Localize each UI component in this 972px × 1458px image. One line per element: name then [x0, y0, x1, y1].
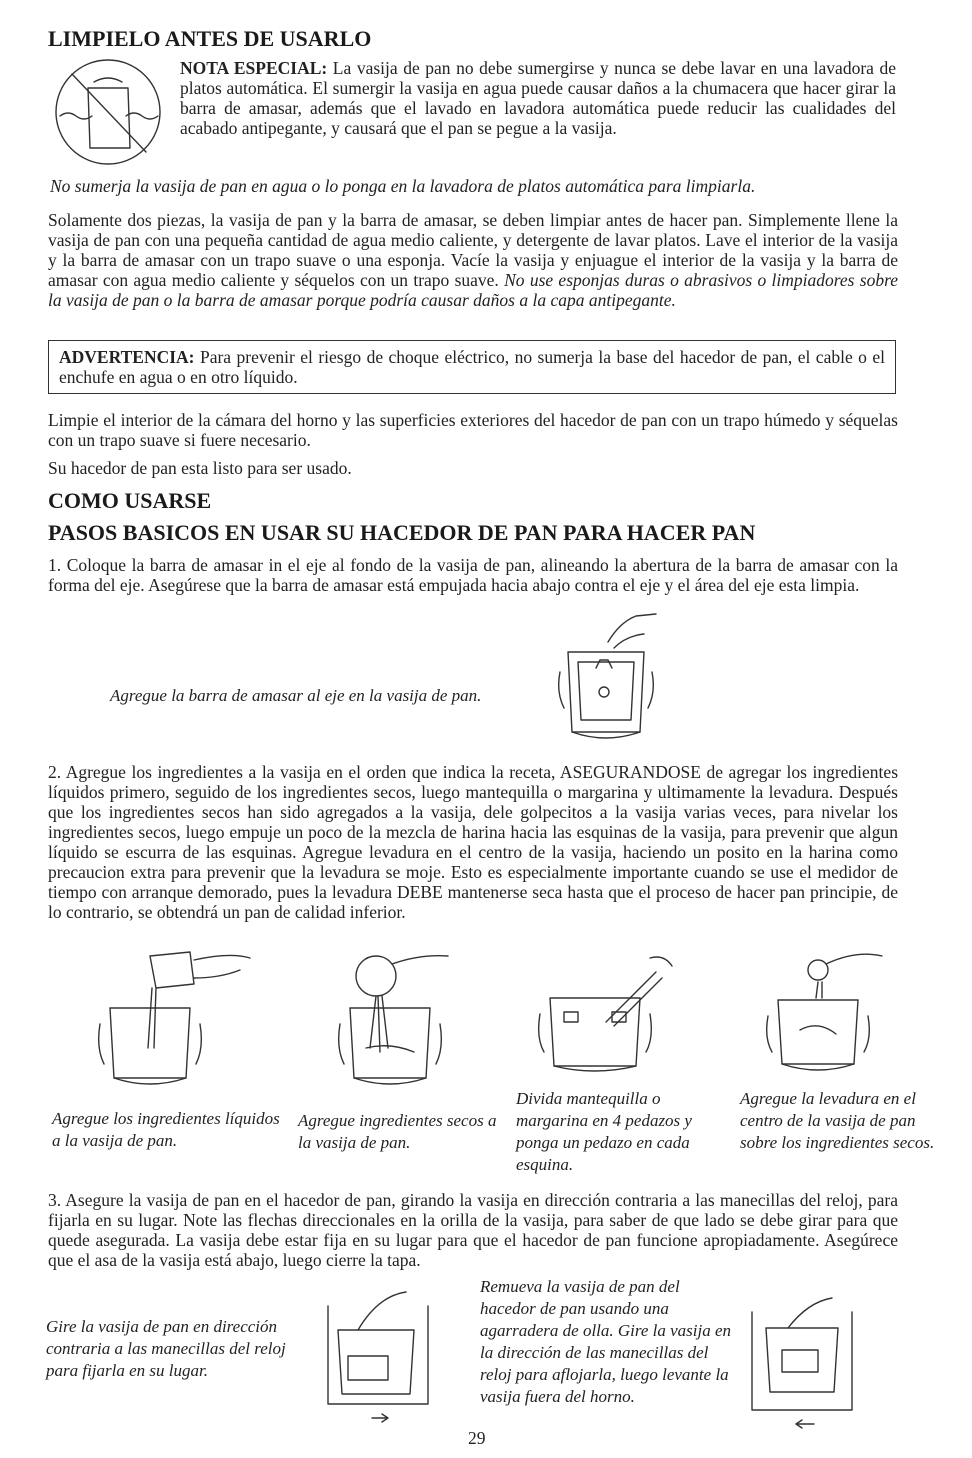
- cleaning-text: Solamente dos piezas, la vasija de pan y la barra de amasar, se deben limpiar antes de hacer pan. Simplemente llene la vasija de pan con una pequeña cantidad de agua medio caliente, y detergente de lavar platos. Lave el interior de la vasija y la barra de amasar con un trapo suave o una esponja. Vacíe la vasija y enjuague el interior de la vasija y la barra de amasar con agua medio caliente y séquelos con un trapo suave.: [48, 210, 898, 290]
- caption-butter: Divida mantequilla o margarina en 4 pedazos y ponga un pedazo en cada esquina.: [516, 1089, 692, 1174]
- yeast-illustration: [760, 930, 900, 1080]
- icon-caption: No sumerja la vasija de pan en agua o lo ponga en la lavadora de platos automática para limpiarla.: [50, 176, 756, 196]
- butter-illustration: [530, 952, 690, 1082]
- special-note: [180, 58, 896, 138]
- remove-pan-illustration: [742, 1282, 862, 1442]
- clean-exterior-paragraph: Limpie el interior de la cámara del horno y las superficies exteriores del hacedor de pan con un trapo húmedo y séquelas con un trapo suave si fuere necesario.: [48, 410, 898, 450]
- caption-liquid: Agregue los ingredientes líquidos a la vasija de pan.: [52, 1109, 280, 1150]
- lock-pan-illustration: [318, 1276, 444, 1436]
- cleaning-paragraph: [48, 210, 898, 310]
- no-submerge-icon: [50, 58, 170, 168]
- section-title-clean: LIMPIELO ANTES DE USARLO: [48, 26, 372, 51]
- warning-label: ADVERTENCIA:: [59, 347, 195, 367]
- step-1-text: 1. Coloque la barra de amasar in el eje al fondo de la vasija de pan, alineando la abertura de la barra de amasar con la forma del eje. Asegúrese que la barra de amasar está empujada hacia abajo contra el eje y el área del eje esta limpia.: [48, 555, 898, 595]
- warning-box: [48, 340, 896, 394]
- note-text: La vasija de pan no debe sumergirse y nunca se debe lavar en una lavadora de platos automática. El sumergir la vasija en agua puede causar daños a la chumacera que hacer girar la barra de amasar, además que el lavado en lavadora automática puede reducir las cualidades del acabado antipegante, y causará que el pan se pegue a la vasija.: [180, 58, 897, 138]
- warning-text: Para prevenir el riesgo de choque eléctrico, no sumerja la base del hacedor de pan, el cable o el enchufe en agua o en otro líquido.: [59, 347, 885, 387]
- section-subtitle-steps: PASOS BASICOS EN USAR SU HACEDOR DE PAN PARA HACER PAN: [48, 520, 756, 545]
- note-label: NOTA ESPECIAL:: [180, 58, 328, 78]
- step-3-caption-left: Gire la vasija de pan en dirección contraria a las manecillas del reloj para fijarla en su lugar.: [46, 1317, 286, 1380]
- step-1-caption: Agregue la barra de amasar al eje en la vasija de pan.: [110, 686, 482, 705]
- step-2-text: 2. Agregue los ingredientes a la vasija en el orden que indica la receta, ASEGURANDOSE de agregar los ingredientes líquidos primero, seguido de los ingredientes secos, luego mantequilla o margarina y ultimamente la levadura. Después que los ingredientes secos han sido agregados a la vasija, dele golpecitos a la vasija varias veces, para nivelar los ingredientes secos, luego empuje un poco de la mezcla de harina hacia las esquinas de la vasija, para prevenir que algun líquido se escurra de las esquinas. Agregue levadura en el centro de la vasija, haciendo un posito en la harina como precaucion extra para prevenir que la levadura se moje. Esto es especialmente importante cuando se use el medidor de tiempo con arranque demorado, pues la levadura DEBE mantenerse seca hasta que el proceso de hacer pan principie, de lo contrario, se obtendrá un pan de calidad inferior.: [48, 762, 898, 922]
- ready-text: Su hacedor de pan esta listo para ser usado.: [48, 458, 352, 478]
- liquid-ingredients-illustration: [90, 948, 260, 1098]
- caption-dry: Agregue ingredientes secos a la vasija de pan.: [298, 1111, 497, 1152]
- step-3-text: 3. Asegure la vasija de pan en el hacedor de pan, girando la vasija en dirección contraria a las manecillas del reloj, para fijarla en su lugar. Note las flechas direccionales en la orilla de la vasija, para saber de que lado se debe girar para que quede asegurada. La vasija debe estar fija en su lugar para que el hacedor de pan funcione apropiadamente. Asegúrece que el asa de la vasija está abajo, luego cierre la tapa.: [48, 1190, 898, 1270]
- page-number: 29: [468, 1428, 486, 1448]
- pan-kneading-blade-illustration: [556, 612, 666, 742]
- caption-yeast: Agregue la levadura en el centro de la vasija de pan sobre los ingredientes secos.: [740, 1089, 935, 1152]
- cleaning-italic: No use esponjas duras o abrasivos o limpiadores sobre la vasija de pan o la barra de amasar porque podría causar daños a la capa antipegante.: [48, 270, 899, 310]
- dry-ingredients-illustration: [330, 948, 460, 1098]
- step-3-caption-right: Remueva la vasija de pan del hacedor de pan usando una agarradera de olla. Gire la vasija en la dirección de las manecillas del reloj para aflojarla, luego levante la vasija fuera del horno.: [480, 1277, 732, 1406]
- section-title-usage: COMO USARSE: [48, 488, 212, 513]
